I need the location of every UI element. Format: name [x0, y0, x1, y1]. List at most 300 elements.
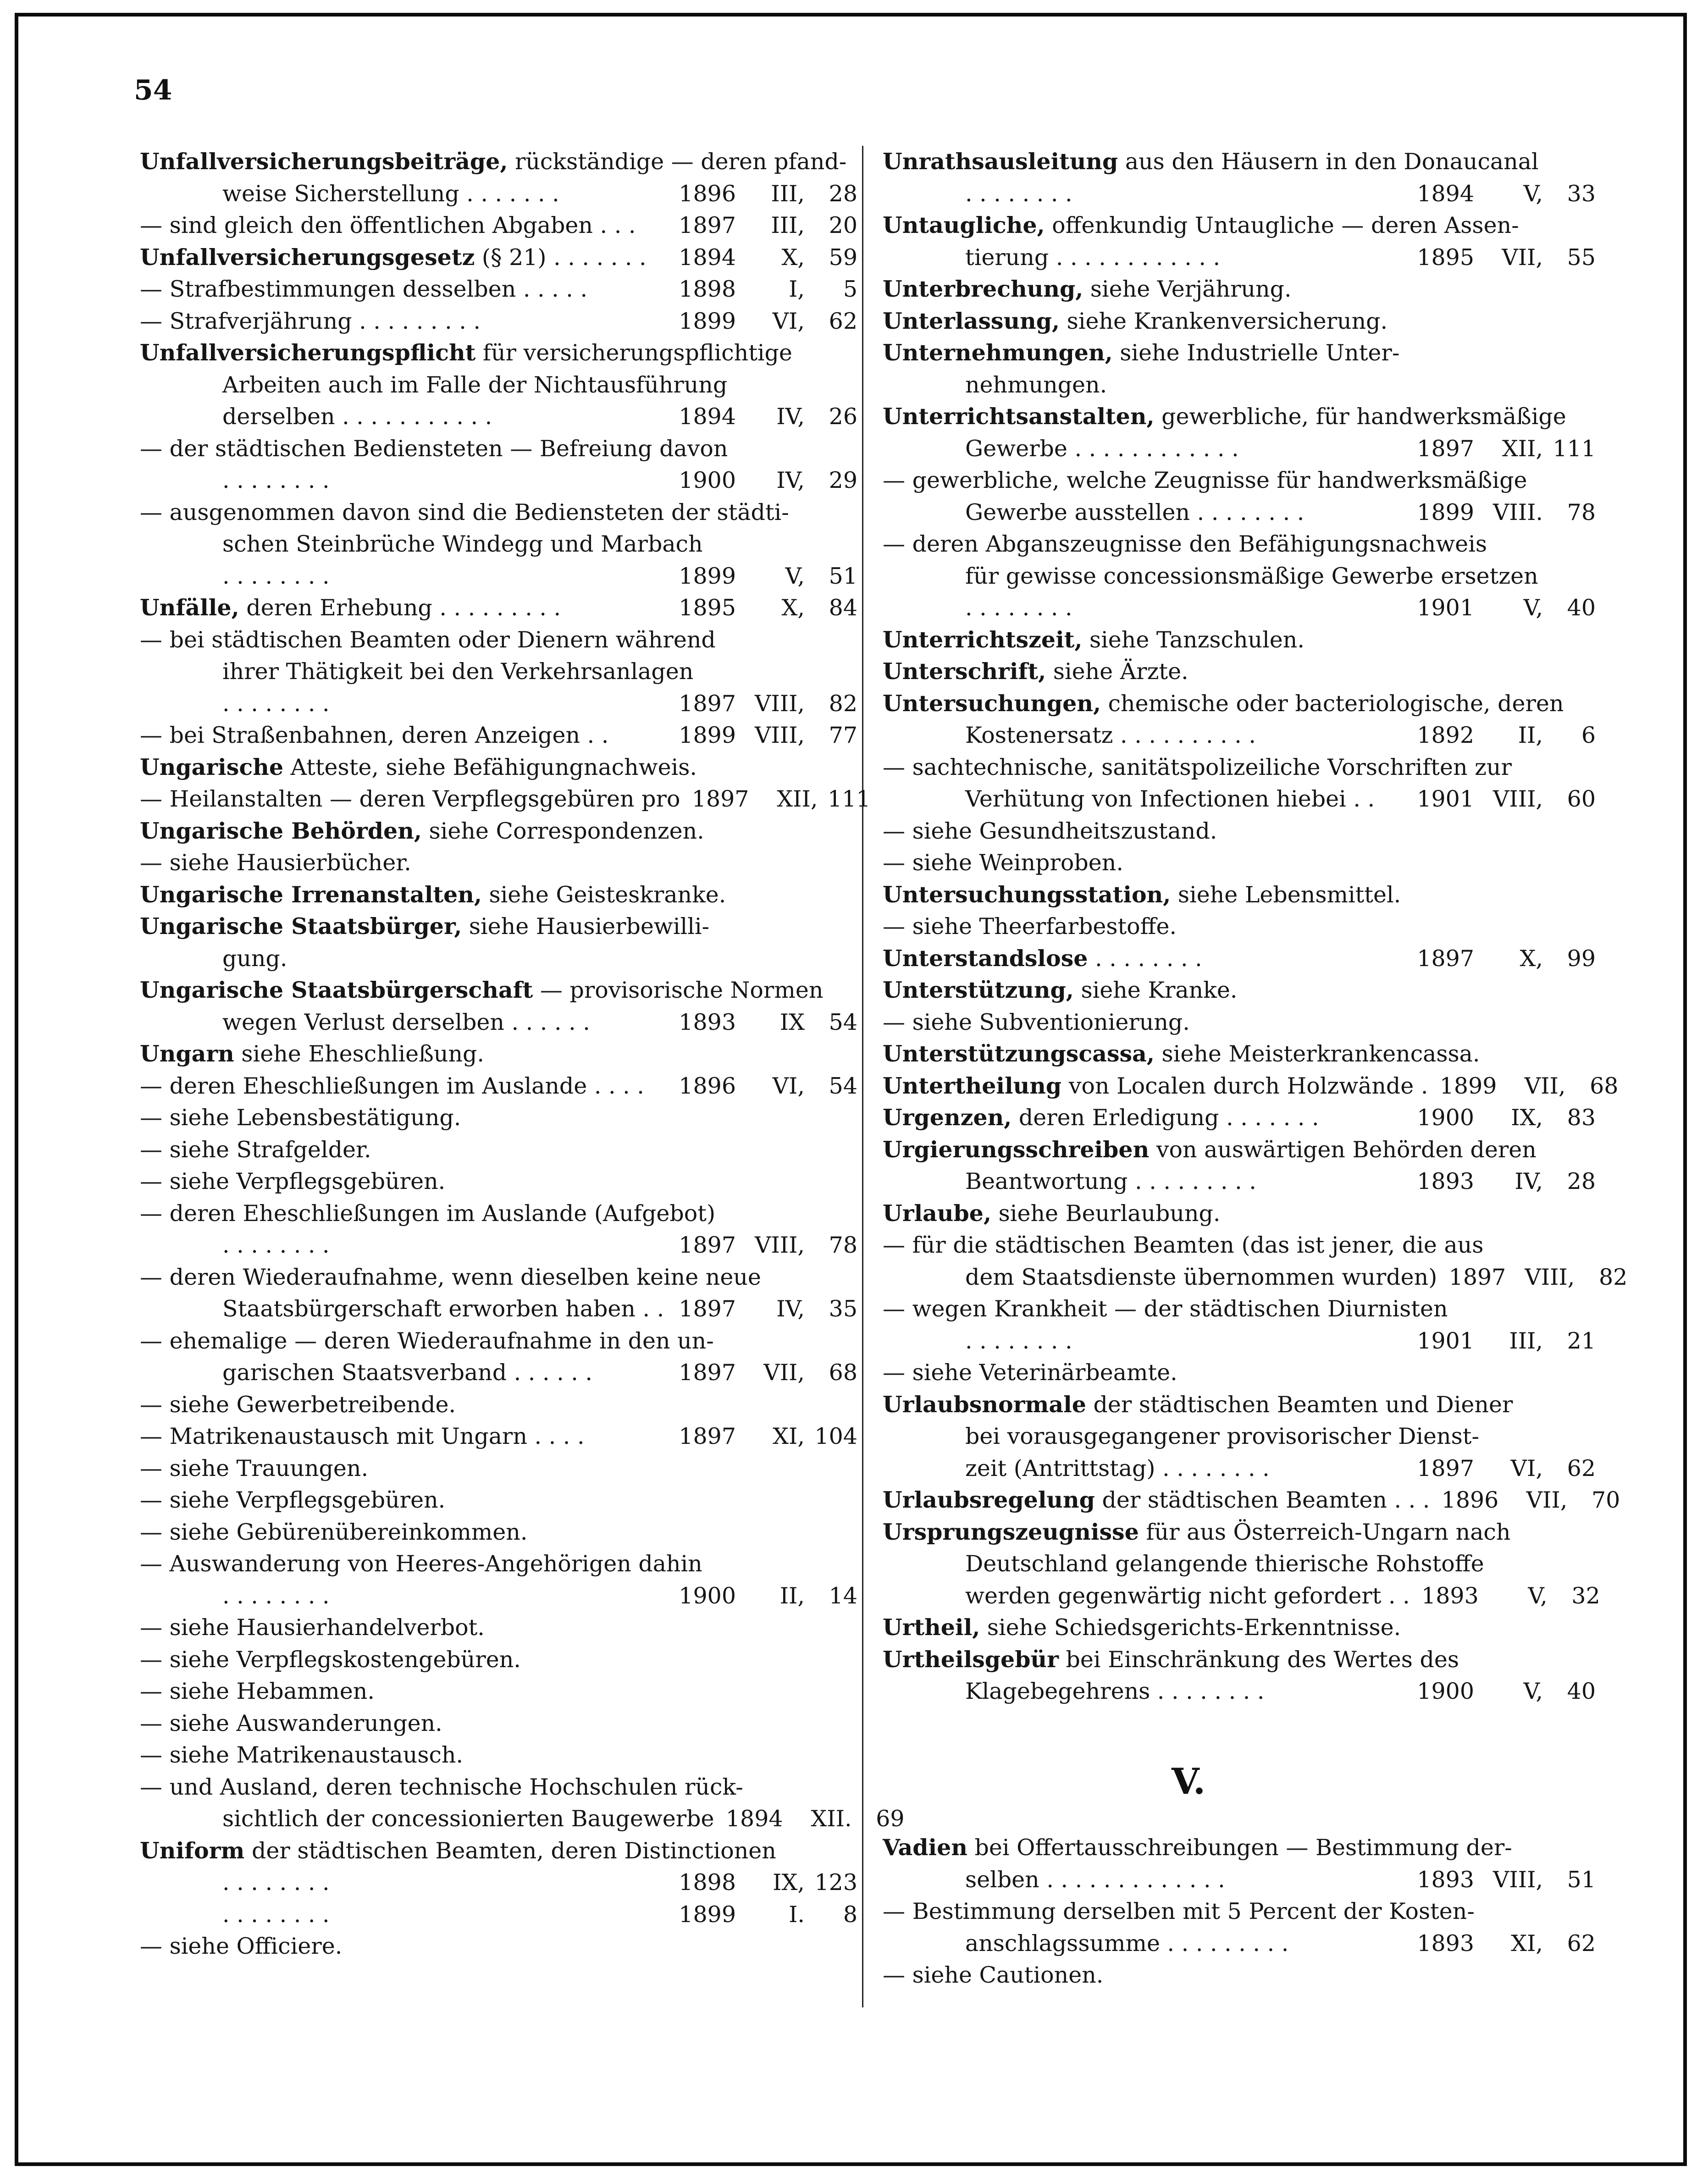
index-entry — [883, 1612, 1596, 1644]
entry-volume: VIII, — [1492, 786, 1543, 812]
entry-page: 99 — [1567, 945, 1596, 972]
entry-volume: III, — [771, 212, 805, 238]
column-divider — [862, 146, 863, 2007]
index-entry — [140, 210, 857, 242]
index-entry — [883, 974, 1596, 1006]
index-entry — [883, 1357, 1596, 1389]
entry-text — [965, 497, 1405, 529]
entry-text — [140, 1102, 667, 1134]
entry-text — [140, 974, 823, 1006]
index-entry-line — [140, 752, 857, 784]
entry-headword: Unterrichtszeit, — [883, 626, 1083, 653]
entry-text — [222, 1899, 667, 1931]
entry-text — [883, 624, 1405, 656]
entry-text — [140, 815, 704, 847]
index-entry-line — [140, 1675, 857, 1708]
index-entry-line — [140, 146, 857, 178]
entry-description: — siehe Verpflegsgebüren. — [140, 1487, 446, 1513]
entry-text — [140, 1516, 667, 1548]
entry-text — [222, 1867, 667, 1899]
index-entry-line — [883, 1832, 1596, 1864]
index-entry-line — [883, 401, 1596, 433]
index-entry-line — [883, 783, 1596, 815]
index-entry-line — [140, 337, 857, 369]
entry-text — [222, 1293, 667, 1325]
entry-description: chemische oder bacteriologische, deren — [1108, 690, 1564, 717]
entry-description: . . . . . . . . — [222, 1232, 330, 1258]
entry-description: gewerbliche, für handwerksmäßige — [1161, 403, 1566, 430]
entry-headword: Untersuchungsstation, — [883, 881, 1171, 908]
entry-year: 1897 — [679, 1423, 736, 1449]
entry-description: — Matrikenaustausch mit Ungarn . . . . — [140, 1423, 585, 1449]
index-entry-line — [140, 1453, 857, 1485]
index-entry — [140, 974, 857, 1038]
index-entry-line — [140, 178, 857, 210]
entry-description: Deutschland gelangende thierische Rohstoffe — [965, 1551, 1484, 1577]
entry-text — [140, 1389, 667, 1421]
entry-page: 51 — [1567, 1866, 1596, 1893]
entry-text — [883, 210, 1519, 242]
entry-description: . . . . . . . . — [1095, 945, 1202, 972]
entry-description: — siehe Gebürenübereinkommen. — [140, 1519, 528, 1545]
entry-text — [965, 1864, 1405, 1896]
index-entry-line — [140, 783, 871, 815]
right-column-section-v — [883, 1832, 1596, 1991]
entry-headword: Urtheilsgebür — [883, 1646, 1059, 1673]
index-entry-line — [140, 273, 857, 305]
entry-volume: VI, — [772, 1072, 805, 1099]
entry-volume: IV, — [776, 1296, 805, 1322]
entry-headword: Ungarische Behörden, — [140, 817, 422, 844]
index-entry — [883, 943, 1596, 975]
index-entry-line — [140, 433, 857, 465]
entry-page: 33 — [1567, 180, 1596, 207]
entry-year: 1894 — [679, 244, 736, 271]
index-entry-line — [883, 1548, 1596, 1580]
entry-description: siehe Verjährung. — [1090, 276, 1292, 302]
entry-text — [883, 1516, 1510, 1548]
entry-text — [883, 1102, 1405, 1134]
entry-description: garischen Staatsverband . . . . . . — [222, 1360, 592, 1386]
entry-volume: IX, — [1511, 1105, 1543, 1131]
index-entry — [140, 847, 857, 879]
entry-text — [140, 242, 667, 274]
index-entry — [140, 1708, 857, 1740]
entry-page: 111 — [827, 786, 871, 812]
entry-text — [140, 433, 728, 465]
index-entry-line — [883, 624, 1596, 656]
index-entry — [140, 1325, 857, 1389]
entry-headword: Urlaube, — [883, 1199, 992, 1227]
entry-headword: Urlaubsregelung — [883, 1487, 1095, 1513]
entry-headword: Unterlassung, — [883, 307, 1060, 334]
entry-year: 1893 — [679, 1009, 736, 1035]
index-entry — [140, 1166, 857, 1198]
index-entry-line — [140, 1325, 857, 1357]
entry-volume: V, — [1523, 595, 1543, 621]
index-entry-line — [140, 1580, 857, 1612]
entry-volume: IV, — [1515, 1168, 1543, 1194]
entry-text — [222, 560, 667, 592]
entry-volume: III, — [1509, 1327, 1543, 1354]
entry-text — [883, 464, 1527, 497]
entry-page: 5 — [843, 276, 857, 302]
entry-year: 1897 — [1417, 435, 1474, 462]
entry-text — [140, 911, 709, 943]
entry-text — [965, 1928, 1405, 1960]
index-entry-line — [883, 1038, 1596, 1070]
entry-volume: XII, — [777, 786, 818, 812]
entry-text — [883, 815, 1405, 847]
index-entry-line — [883, 210, 1596, 242]
index-entry — [140, 752, 857, 784]
index-entry-line — [883, 911, 1596, 943]
index-entry-line — [883, 178, 1596, 210]
index-entry — [140, 783, 871, 815]
index-entry-line — [883, 1959, 1596, 1991]
entry-text — [222, 688, 667, 720]
entry-page: 14 — [829, 1582, 857, 1609]
entry-year: 1900 — [1417, 1105, 1474, 1131]
entry-text — [222, 943, 667, 975]
index-entry-line — [883, 1102, 1596, 1134]
entry-headword: Uniform — [140, 1837, 245, 1864]
entry-text — [883, 1134, 1537, 1166]
entry-volume: IX — [779, 1009, 805, 1035]
left-column — [140, 146, 905, 1962]
entry-description: von auswärtigen Behörden deren — [1156, 1136, 1537, 1163]
index-entry — [140, 1612, 857, 1644]
entry-description: der städtischen Beamten und Diener — [1093, 1391, 1513, 1418]
entry-text — [140, 1548, 702, 1580]
entry-volume: XI, — [773, 1423, 805, 1449]
entry-description: siehe Tanzschulen. — [1089, 626, 1304, 653]
entry-description: — siehe Auswanderungen. — [140, 1710, 442, 1736]
index-entry-line — [883, 1070, 1619, 1102]
index-entry-line — [140, 1293, 857, 1325]
entry-page: 77 — [829, 722, 857, 748]
entry-description: nehmungen. — [965, 371, 1107, 398]
entry-page: 62 — [829, 308, 857, 334]
entry-text — [965, 1261, 1437, 1293]
entry-page: 84 — [829, 595, 857, 621]
entry-description: zeit (Antrittstag) . . . . . . . . — [965, 1455, 1270, 1481]
entry-headword: Unfallversicherungsbeiträge, — [140, 148, 508, 175]
entry-page: 68 — [1590, 1072, 1619, 1099]
entry-text — [140, 719, 667, 752]
index-entry-line — [140, 242, 857, 274]
entry-headword: Ungarn — [140, 1040, 234, 1067]
entry-page: 68 — [829, 1360, 857, 1386]
entry-description: Verhütung von Infectionen hiebei . . — [965, 786, 1375, 812]
index-entry — [140, 1516, 857, 1548]
entry-text — [965, 719, 1405, 752]
entry-description: — Bestimmung derselben mit 5 Percent der Kosten- — [883, 1898, 1475, 1924]
entry-description: — siehe Cautionen. — [883, 1962, 1104, 1988]
entry-text — [140, 783, 680, 815]
index-entry — [883, 1484, 1620, 1516]
entry-description: . . . . . . . . — [222, 467, 330, 493]
index-entry — [140, 624, 857, 720]
entry-page: 51 — [829, 563, 857, 589]
entry-description: siehe Krankenversicherung. — [1067, 308, 1388, 334]
index-entry — [883, 1198, 1596, 1230]
entry-text — [965, 178, 1405, 210]
index-entry-line — [140, 847, 857, 879]
entry-headword: Unfallversicherungsgesetz — [140, 243, 475, 271]
entry-page: 59 — [829, 244, 857, 271]
entry-description: selben . . . . . . . . . . . . . — [965, 1866, 1225, 1893]
entry-text — [965, 783, 1405, 815]
entry-text — [140, 1708, 667, 1740]
entry-year: 1901 — [1417, 786, 1474, 812]
entry-description: aus den Häusern in den Donaucanal — [1125, 149, 1539, 175]
entry-page: 62 — [1567, 1455, 1596, 1481]
entry-volume: X, — [781, 244, 805, 271]
entry-description: — siehe Theerfarbestoffe. — [883, 913, 1177, 940]
index-entry-line — [140, 369, 857, 401]
entry-page: 60 — [1567, 786, 1596, 812]
entry-description: — siehe Trauungen. — [140, 1455, 369, 1481]
entry-year: 1896 — [1441, 1487, 1499, 1513]
entry-description: von Localen durch Holzwände . — [1068, 1072, 1428, 1099]
index-entry-line — [883, 337, 1596, 369]
entry-text — [965, 369, 1405, 401]
entry-volume: VII, — [763, 1360, 805, 1386]
index-entry-line — [140, 1389, 857, 1421]
entry-page: 29 — [829, 467, 857, 493]
entry-headword: Ungarische Staatsbürger, — [140, 913, 462, 940]
entry-page: 28 — [829, 180, 857, 207]
entry-volume: I. — [789, 1901, 805, 1928]
index-entry-line — [883, 1612, 1596, 1644]
index-entry — [883, 1102, 1596, 1134]
index-entry — [140, 1675, 857, 1708]
index-entry — [883, 752, 1596, 815]
entry-text — [883, 337, 1405, 369]
index-entry — [883, 1070, 1619, 1102]
entry-description: — Strafbestimmungen desselben . . . . . — [140, 276, 588, 302]
entry-headword: Unterstützungscassa, — [883, 1040, 1155, 1067]
entry-text — [222, 528, 703, 560]
index-entry-line — [883, 1675, 1596, 1708]
entry-volume: V, — [1523, 1678, 1543, 1704]
entry-headword: Unrathsausleitung — [883, 148, 1118, 175]
entry-year: 1897 — [1417, 1455, 1474, 1481]
entry-year: 1898 — [679, 276, 736, 302]
entry-description: . . . . . . . . — [222, 1869, 330, 1896]
entry-text — [883, 1006, 1405, 1039]
entry-description: Atteste, siehe Befähigungnachweis. — [290, 754, 697, 780]
entry-volume: XI, — [1511, 1930, 1543, 1956]
entry-text — [883, 879, 1405, 911]
entry-year: 1893 — [1421, 1582, 1479, 1609]
entry-text — [965, 560, 1538, 592]
entry-text — [140, 497, 789, 529]
entry-description: für aus Österreich-Ungarn nach — [1146, 1519, 1511, 1545]
index-entry-line — [140, 1261, 857, 1293]
entry-headword: Unfälle, — [140, 594, 239, 621]
index-entry-line — [883, 273, 1596, 305]
entry-headword: Urgenzen, — [883, 1104, 1012, 1131]
entry-headword: Unterschrift, — [883, 658, 1046, 685]
index-entry-line — [883, 464, 1596, 497]
entry-description: — der städtischen Bediensteten — Befreiung davon — [140, 435, 728, 462]
entry-text — [883, 1832, 1512, 1864]
entry-text — [140, 1930, 667, 1962]
index-entry-line — [140, 1867, 857, 1899]
entry-description: — deren Abganszeugnisse den Befähigungsnachweis — [883, 531, 1487, 557]
entry-text — [140, 1484, 667, 1516]
index-entry-line — [140, 1134, 857, 1166]
index-entry — [883, 1389, 1596, 1485]
entry-description: — siehe Verpflegsgebüren. — [140, 1168, 446, 1194]
entry-text — [140, 337, 792, 369]
entry-volume: IX, — [773, 1869, 805, 1896]
index-entry — [883, 1134, 1596, 1198]
entry-description: offenkundig Untaugliche — deren Assen- — [1052, 212, 1519, 238]
entry-description: siehe Lebensmittel. — [1177, 881, 1401, 908]
entry-text — [140, 210, 667, 242]
entry-description: siehe Meisterkrankencassa. — [1161, 1041, 1480, 1067]
entry-text — [222, 178, 667, 210]
entry-text — [140, 273, 667, 305]
entry-page: 32 — [1571, 1582, 1600, 1609]
entry-description: — deren Eheschließungen im Auslande (Aufgebot) — [140, 1200, 716, 1227]
entry-text — [965, 1325, 1405, 1357]
entry-page: 82 — [829, 690, 857, 717]
entry-text — [883, 974, 1405, 1006]
index-entry-line — [883, 815, 1596, 847]
entry-page: 54 — [829, 1072, 857, 1099]
index-entry-line — [883, 1229, 1596, 1261]
entry-text — [883, 528, 1487, 560]
entry-text — [222, 656, 693, 688]
index-entry-line — [140, 560, 857, 592]
entry-year: 1900 — [1417, 1678, 1474, 1704]
index-entry — [883, 528, 1596, 624]
entry-description: — provisorische Normen — [540, 977, 824, 1003]
entry-headword: Untersuchungen, — [883, 690, 1101, 717]
index-entry-line — [883, 847, 1596, 879]
entry-volume: VIII, — [1525, 1264, 1575, 1290]
index-entry — [883, 337, 1596, 401]
entry-text — [140, 847, 667, 879]
entry-description: Klagebegehrens . . . . . . . . — [965, 1678, 1265, 1704]
entry-text — [140, 624, 716, 656]
entry-headword: Unternehmungen, — [883, 339, 1113, 366]
entry-description: — siehe Veterinärbeamte. — [883, 1360, 1177, 1386]
index-entry-line — [140, 1899, 857, 1931]
entry-text — [140, 1420, 667, 1453]
entry-volume: I, — [789, 276, 805, 302]
section-letter-heading: V. — [1172, 1761, 1206, 1802]
entry-description: — siehe Lebensbestätigung. — [140, 1105, 461, 1131]
entry-text — [140, 1198, 715, 1230]
entry-text — [222, 1229, 667, 1261]
entry-text — [883, 847, 1405, 879]
entry-text — [965, 433, 1405, 465]
index-entry-line — [140, 210, 857, 242]
entry-description: siehe Beurlaubung. — [998, 1200, 1221, 1227]
entry-headword: Unfallversicherungspflicht — [140, 339, 476, 366]
entry-volume: VIII, — [754, 690, 805, 717]
index-entry — [883, 146, 1596, 210]
index-entry-line — [883, 719, 1596, 752]
index-entry-line — [883, 688, 1596, 720]
index-entry — [140, 1835, 857, 1931]
entry-description: — bei städtischen Beamten oder Dienern während — [140, 626, 716, 653]
entry-text — [140, 592, 667, 624]
entry-headword: Vadien — [883, 1834, 967, 1861]
entry-year: 1900 — [679, 1582, 736, 1609]
entry-text — [883, 401, 1566, 433]
entry-text — [140, 146, 846, 178]
entry-text — [222, 1803, 714, 1835]
entry-description: siehe Schiedsgerichts-Erkenntnisse. — [987, 1614, 1401, 1641]
index-entry-line — [140, 1420, 857, 1453]
index-entry — [140, 273, 857, 305]
index-entry-line — [883, 1484, 1620, 1516]
entry-description: Kostenersatz . . . . . . . . . . — [965, 722, 1256, 748]
index-entry-line — [140, 1357, 857, 1389]
entry-text — [883, 273, 1405, 305]
entry-headword: Untaugliche, — [883, 212, 1045, 238]
index-entry — [883, 305, 1596, 337]
entry-volume: X, — [781, 595, 805, 621]
entry-text — [883, 1038, 1480, 1070]
entry-description: gung. — [222, 945, 287, 972]
index-entry-line — [140, 401, 857, 433]
entry-text — [140, 1261, 761, 1293]
entry-text — [140, 1612, 667, 1644]
entry-description: — sachtechnische, sanitätspolizeiliche Vorschriften zur — [883, 754, 1512, 780]
index-entry-line — [140, 464, 857, 497]
entry-description: siehe Kranke. — [1081, 977, 1238, 1003]
entry-description: siehe Ärzte. — [1053, 658, 1188, 685]
entry-description: — siehe Strafgelder. — [140, 1136, 371, 1163]
index-entry-line — [140, 656, 857, 688]
entry-volume: IV, — [776, 467, 805, 493]
entry-year: 1897 — [679, 212, 736, 238]
entry-text — [883, 656, 1405, 688]
index-entry-line — [883, 369, 1596, 401]
entry-headword: Ungarische Irrenanstalten, — [140, 881, 482, 908]
index-entry-line — [883, 1261, 1628, 1293]
entry-description: . . . . . . . . — [222, 563, 330, 589]
entry-description: derselben . . . . . . . . . . . — [222, 403, 492, 430]
index-entry-line — [140, 1644, 857, 1676]
entry-year: 1899 — [679, 1901, 736, 1928]
index-entry-line — [140, 1484, 857, 1516]
entry-volume: V, — [785, 563, 805, 589]
index-entry — [883, 1516, 1600, 1612]
index-entry-line — [883, 592, 1596, 624]
entry-text — [140, 1739, 667, 1771]
index-entry — [883, 1896, 1596, 1959]
entry-year: 1893 — [1417, 1930, 1474, 1956]
entry-text — [965, 1548, 1484, 1580]
entry-description: wegen Verlust derselben . . . . . . — [222, 1009, 590, 1035]
entry-description: — siehe Gewerbetreibende. — [140, 1391, 456, 1418]
entry-text — [222, 464, 667, 497]
entry-page: 62 — [1567, 1930, 1596, 1956]
entry-description: — deren Eheschließungen im Auslande . . . . — [140, 1072, 644, 1099]
index-entry-line — [140, 1835, 857, 1867]
index-entry — [140, 433, 857, 497]
entry-year: 1901 — [1417, 595, 1474, 621]
entry-text — [965, 1675, 1405, 1708]
